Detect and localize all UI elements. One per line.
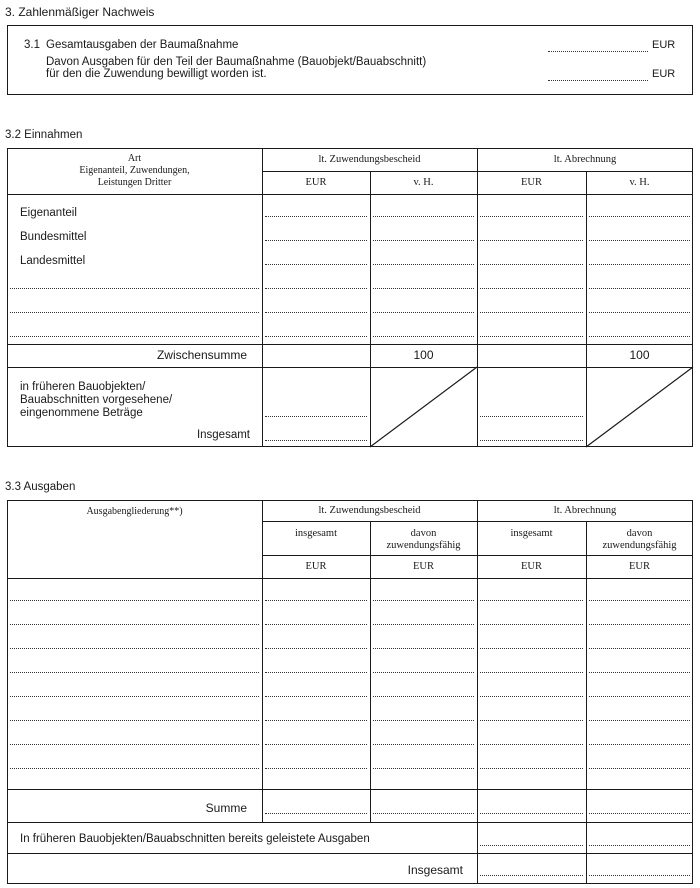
art-header-line3: Leistungen Dritter: [97, 177, 172, 188]
frueher-ausgaben-label: In früheren Bauobjekten/Bauabschnitten bereits geleistete Ausgaben: [20, 833, 370, 845]
col-davon-bescheid-line2: zuwendungsfähig: [386, 540, 461, 551]
ausgabengliederung-header: Ausgabengliederung**): [86, 506, 183, 517]
zwischensumme-vh-abrechnung: 100: [629, 348, 650, 362]
summe-field-4[interactable]: [589, 813, 690, 814]
frueher-ausgaben-field-1[interactable]: [480, 845, 583, 846]
frueher-line1: in früheren Bauobjekten/: [20, 381, 146, 393]
ausgaben-eur-3: EUR: [521, 561, 542, 572]
col-vh-abrechnung: v. H.: [629, 177, 650, 188]
ausgaben-insgesamt-label: Insgesamt: [407, 863, 463, 877]
col-davon-abrechnung-line1: davon: [626, 528, 653, 539]
einnahmen-insgesamt-label: Insgesamt: [196, 429, 250, 441]
row-eigenanteil: Eigenanteil: [20, 207, 77, 219]
zwischensumme-label: Zwischensumme: [156, 348, 247, 362]
row-landesmittel: Landesmittel: [20, 255, 86, 267]
row-bundesmittel: Bundesmittel: [20, 231, 87, 243]
summe-field-3[interactable]: [480, 813, 583, 814]
frueher-line3: eingenommene Beträge: [20, 407, 143, 419]
summe-label: Summe: [205, 801, 247, 815]
gesamtausgaben-label: Gesamtausgaben der Baumaßnahme: [46, 39, 239, 51]
einnahmen-heading: 3.2 Einnahmen: [5, 129, 83, 141]
ausgaben-col-group-abrechnung: lt. Abrechnung: [553, 505, 617, 516]
art-header-line2: Eigenanteil, Zuwendungen,: [79, 165, 190, 176]
section-heading: 3. Zahlenmäßiger Nachweis: [5, 5, 155, 19]
frueher-line2: Bauabschnitten vorgesehene/: [20, 394, 173, 406]
col-davon-bescheid-line1: davon: [410, 528, 437, 539]
frueher-ausgaben-field-2[interactable]: [589, 845, 690, 846]
col-insgesamt-bescheid: insgesamt: [295, 528, 337, 539]
col-eur-abrechnung: EUR: [521, 177, 542, 188]
col-davon-abrechnung-line2: zuwendungsfähig: [602, 540, 677, 551]
col-group-bescheid: lt. Zuwendungsbescheid: [318, 154, 421, 165]
ausgaben-eur-1: EUR: [305, 561, 327, 572]
item-number: 3.1: [24, 39, 40, 51]
davon-currency: EUR: [652, 68, 676, 80]
ausgaben-col-group-bescheid: lt. Zuwendungsbescheid: [318, 505, 421, 516]
davon-line2: für den die Zuwendung bewilligt worden ist.: [46, 68, 267, 80]
col-vh-bescheid: v. H.: [413, 177, 434, 188]
davon-line1: Davon Ausgaben für den Teil der Baumaßnahme (Bauobjekt/Bauabschnitt): [46, 56, 427, 68]
ausgaben-insgesamt-field-1[interactable]: [480, 875, 583, 876]
ausgaben-heading: 3.3 Ausgaben: [5, 481, 76, 493]
col-group-abrechnung: lt. Abrechnung: [553, 154, 617, 165]
ausgaben-table: [7, 500, 693, 884]
ausgaben-eur-4: EUR: [629, 561, 650, 572]
ausgaben-insgesamt-field-2[interactable]: [589, 875, 690, 876]
zwischensumme-vh-bescheid: 100: [413, 348, 434, 362]
col-eur-bescheid: EUR: [305, 177, 327, 188]
col-insgesamt-abrechnung: insgesamt: [510, 528, 553, 539]
ausgaben-eur-2: EUR: [413, 561, 434, 572]
art-header-line1: Art: [127, 153, 142, 164]
summe-field-1[interactable]: [265, 813, 367, 814]
gesamtausgaben-currency: EUR: [652, 39, 676, 51]
summe-field-2[interactable]: [373, 813, 474, 814]
